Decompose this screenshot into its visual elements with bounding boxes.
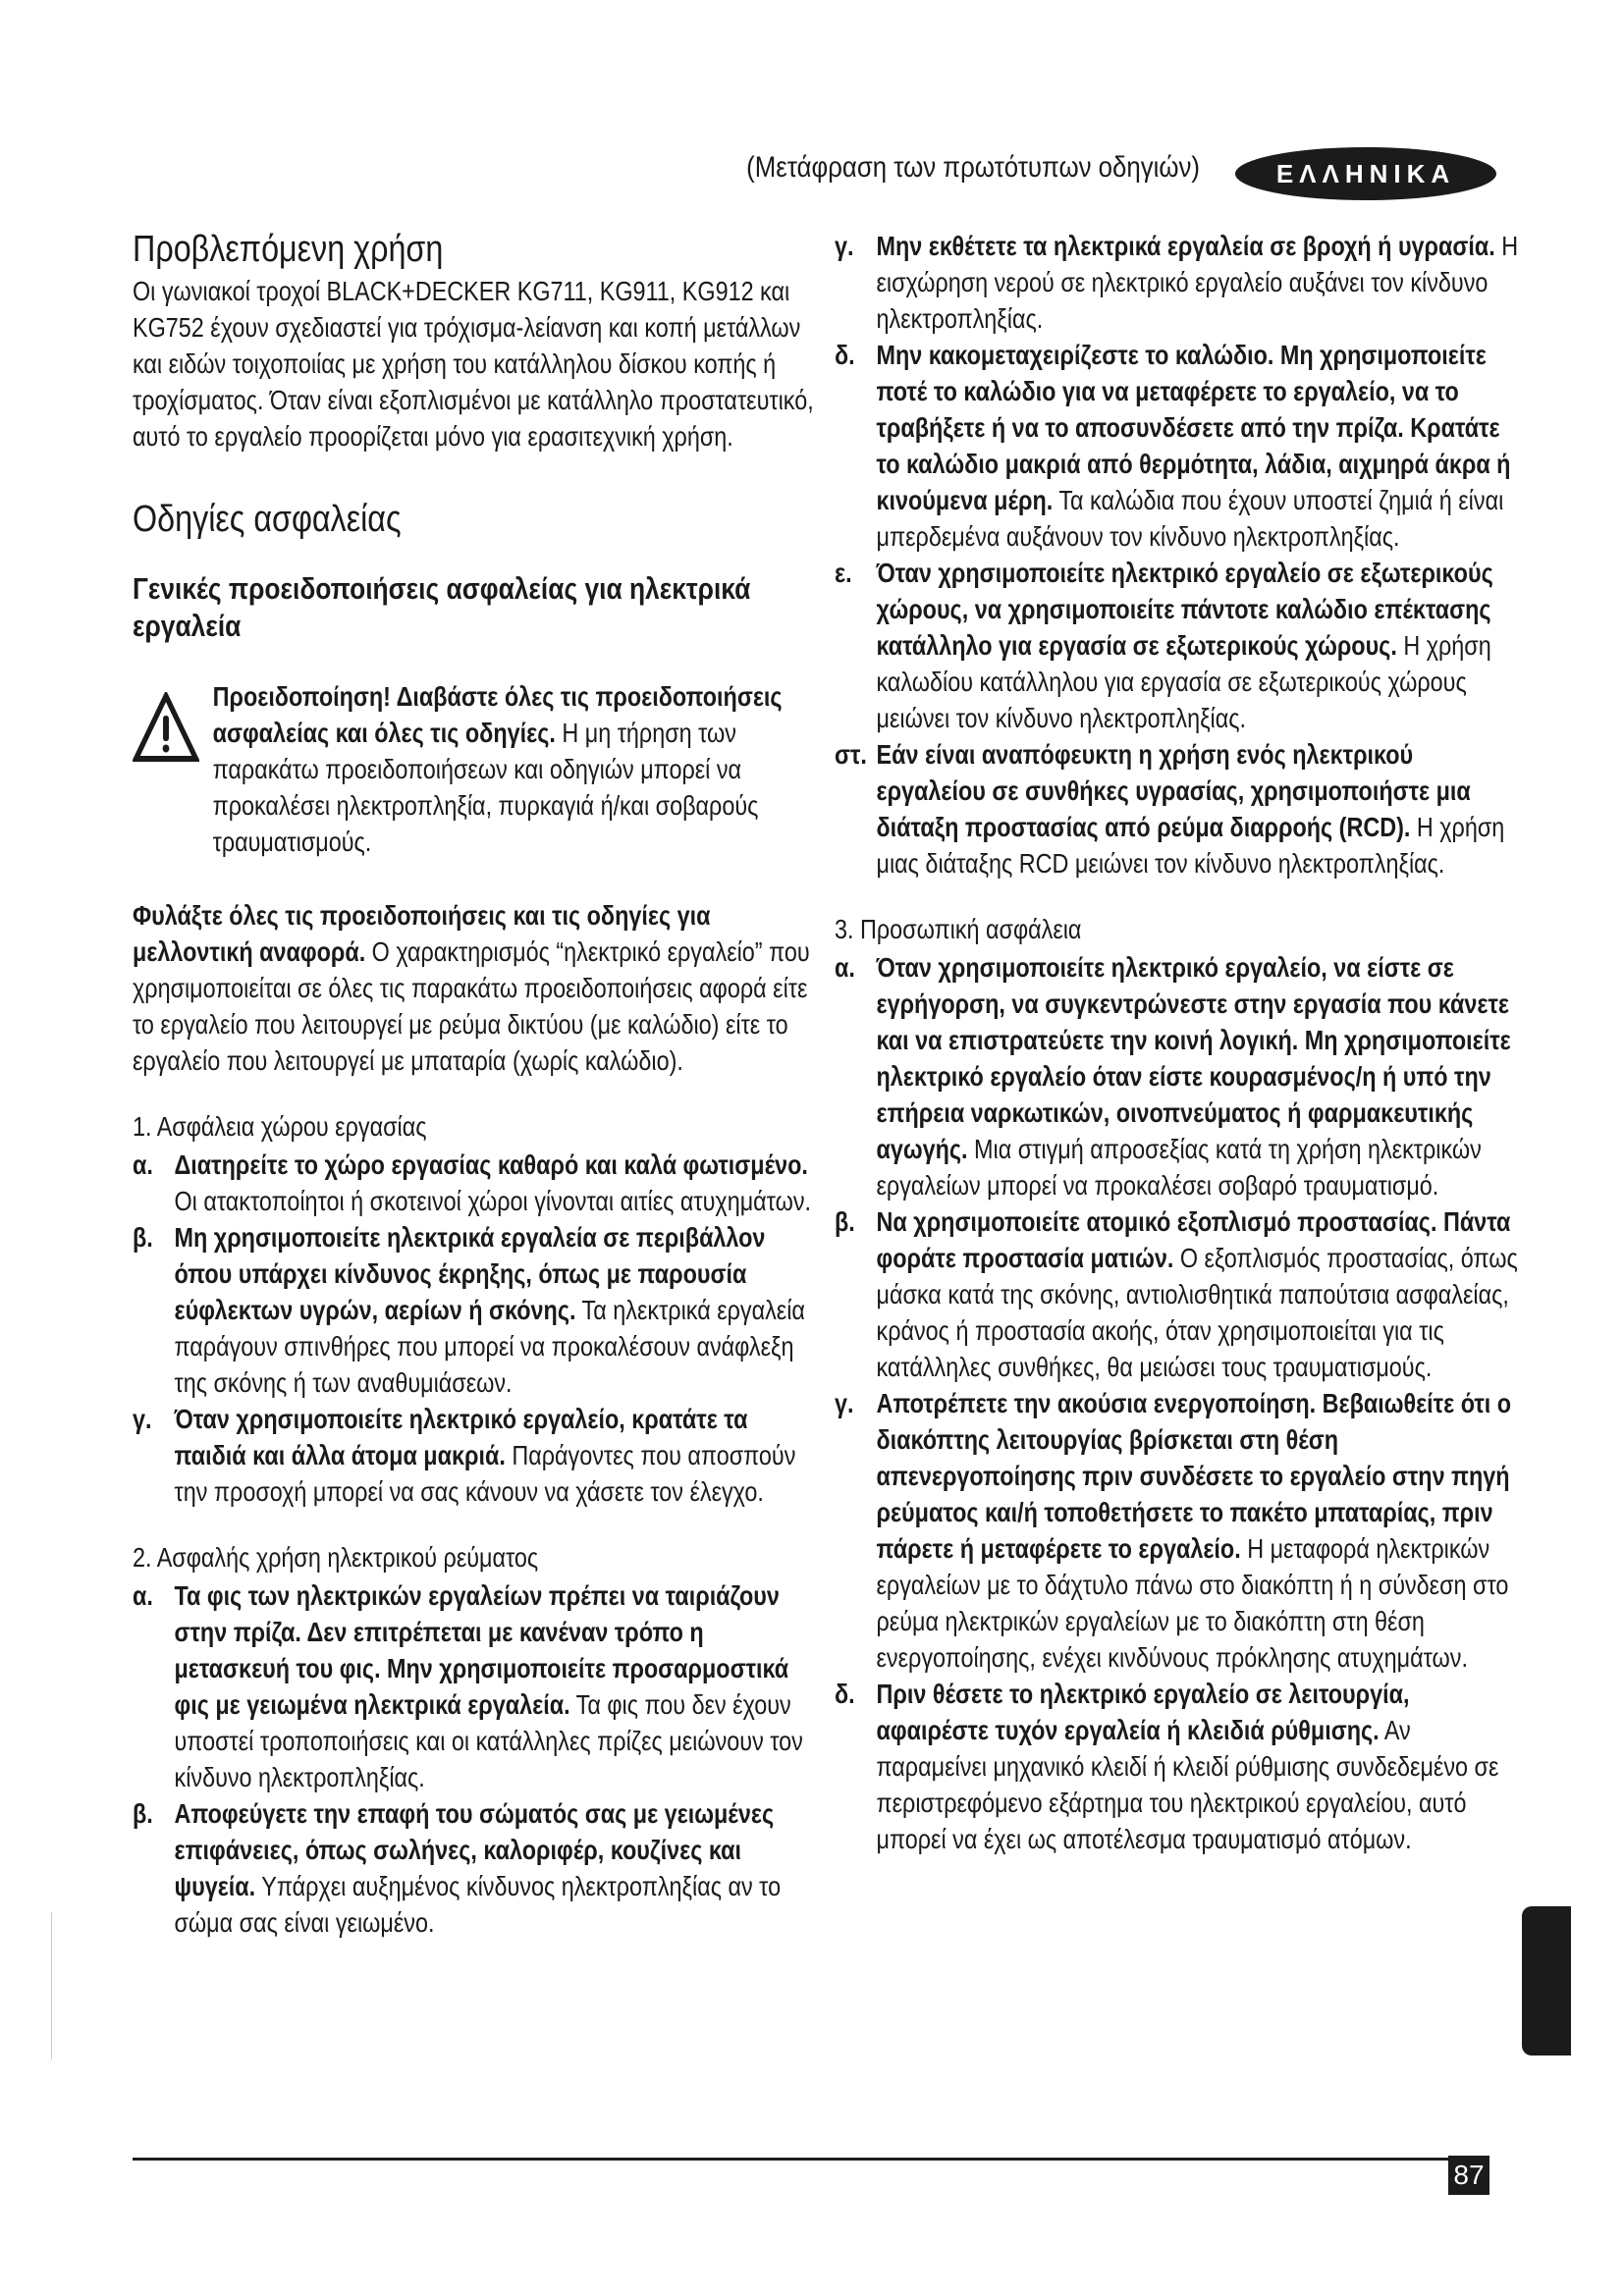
- bold-lead-text: Τα φις των ηλεκτρικών εργαλείων πρέπει να ταιριάζουν στην πρίζα. Δεν επιτρέπεται με κανέναν τρόπο η μετασκευή του φις. Μην χρησιμοποιείτε προσαρμοστικά φις με γειωμένα ηλεκτρικά εργαλεία.: [174, 1580, 789, 1720]
- numbered-section-heading: 3. Προσωπική ασφάλεια: [835, 914, 1082, 944]
- list-item-text: [175, 1401, 818, 1510]
- bold-lead-text: Μην κακομεταχειρίζεστε το καλώδιο. Μη χρησιμοποιείτε ποτέ το καλώδιο για να μεταφέρετε το εργαλείο, να το τραβήξετε ή να το αποσυνδέσετε από την πρίζα. Κρατάτε το καλώδιο μακριά από θερμότητα, λάδια, αιχμηρά άκρα ή κινούμενα μέρη.: [876, 340, 1511, 515]
- bold-lead-text: Διατηρείτε το χώρο εργασίας καθαρό και καλά φωτισμένο.: [174, 1149, 808, 1180]
- bold-lead-text: Μη χρησιμοποιείτε ηλεκτρικά εργαλεία σε περιβάλλον όπου υπάρχει κίνδυνος έκρηξης, όπως με παρουσία εύφλεκτων υγρών, αερίων ή σκόνης.: [174, 1222, 766, 1325]
- document-subtitle: (Μετάφραση των πρωτότυπων οδηγιών): [746, 151, 1200, 184]
- bold-lead-text: Αποτρέπετε την ακούσια ενεργοποίηση. Βεβαιωθείτε ότι ο διακόπτης λειτουργίας βρίσκεται στη θέση απενεργοποίησης πριν συνδέσετε το εργαλείο στην πηγή ρεύματος και/ή τοποθετήσετε το πακέτο μπαταρίας, πριν πάρετε ή μεταφέρετε το εργαλείο.: [876, 1388, 1512, 1564]
- list-item-label: γ.: [835, 1388, 854, 1418]
- body-text: Οι γωνιακοί τροχοί BLACK+DECKER KG711, KG911, KG912 και KG752 έχουν σχεδιαστεί για τρόχισμα-λείανση και κοπή μετάλλων και ειδών τοιχοποιίας με χρήση του κατάλληλου δίσκου κοπής ή τροχίσματος. Όταν είναι εξοπλισμένοι με κατάλληλο προστατευτικό, αυτό το εργαλείο προορίζεται μόνο για ερασιτεχνική χρήση.: [133, 276, 814, 452]
- numbered-section-heading: 1. Ασφάλεια χώρου εργασίας: [133, 1111, 427, 1142]
- body-text: Υπάρχει αυξημένος κίνδυνος ηλεκτροπληξίας αν το σώμα σας είναι γειωμένο.: [174, 1871, 782, 1938]
- list-item: [835, 1676, 1519, 1857]
- body-text: Μια στιγμή απροσεξίας κατά τη χρήση ηλεκτρικών εργαλείων μπορεί να προκαλέσει σοβαρό τραυματισμό.: [876, 1134, 1482, 1201]
- list-item-label: ε.: [835, 558, 852, 588]
- list-item: [133, 1577, 817, 1795]
- body-text: Η εισχώρηση νερού σε ηλεκτρικό εργαλείο αυξάνει τον κίνδυνο ηλεκτροπληξίας.: [876, 231, 1519, 334]
- list-item-label: α.: [835, 952, 855, 983]
- list-item-text: [175, 1147, 818, 1219]
- section-thumb-tab: [1522, 1906, 1571, 2056]
- warning-block: [133, 678, 817, 860]
- bold-lead-text: Προειδοποίηση! Διαβάστε όλες τις προειδοποιήσεις ασφαλείας και όλες τις οδηγίες.: [212, 681, 783, 748]
- bold-lead-text: Φυλάξτε όλες τις προειδοποιήσεις και τις οδηγίες για μελλοντική αναφορά.: [133, 900, 711, 967]
- list-item-label: β.: [133, 1222, 153, 1253]
- list-item: [133, 1219, 817, 1401]
- body-text: Η χρήση καλωδίου κατάλληλου για εργασία σε εξωτερικούς χώρους μειώνει τον κίνδυνο ηλεκτροπληξίας.: [876, 630, 1491, 733]
- list-item-label: β.: [133, 1798, 153, 1829]
- list-item-label: δ.: [835, 340, 855, 370]
- body-text: Αν παραμείνει μηχανικό κλειδί ή κλειδί ρύθμισης συνδεδεμένο σε περιστρεφόμενο εξάρτημα του ηλεκτρικού εργαλείου, αυτό μπορεί να έχει ως αποτέλεσμα τραυματισμό ατόμων.: [876, 1715, 1499, 1854]
- body-text: Ο χαρακτηρισμός “ηλεκτρικό εργαλείο” που χρησιμοποιείται σε όλες τις παρακάτω προειδοποιήσεις αφορά είτε το εργαλείο που λειτουργεί με ρεύμα δικτύου (με καλώδιο) είτε το εργαλείο που λειτουργεί με μπαταρία (χωρίς καλώδιο).: [133, 936, 810, 1076]
- body-text: Ο εξοπλισμός προστασίας, όπως μάσκα κατά της σκόνης, αντιολισθητικά παπούτσια ασφαλείας, κράνος ή προστασία ακοής, όταν χρησιμοποιείται για τις κατάλληλες συνθήκες, θα μειώσει τους τραυματισμούς.: [876, 1243, 1518, 1382]
- list-item: [133, 1147, 817, 1219]
- page-number: 87: [1448, 2156, 1489, 2195]
- body-text: Οι ατακτοποίητοι ή σκοτεινοί χώροι γίνονται αιτίες ατυχημάτων.: [174, 1186, 812, 1216]
- list-item-label: α.: [133, 1149, 153, 1180]
- list-item-text: [175, 1219, 818, 1401]
- body-text: Τα φις που δεν έχουν υποστεί τροποποιήσεις και οι κατάλληλες πρίζες μειώνουν τον κίνδυνο ηλεκτροπληξίας.: [174, 1689, 803, 1792]
- footer-rule: [133, 2158, 1448, 2161]
- numbered-section-heading: 2. Ασφαλής χρήση ηλεκτρικού ρεύματος: [133, 1542, 539, 1573]
- bold-lead-text: Να χρησιμοποιείτε ατομικό εξοπλισμό προστασίας. Πάντα φοράτε προστασία ματιών.: [876, 1206, 1511, 1273]
- language-badge: ΕΛΛΗΝΙΚΑ: [1235, 147, 1496, 200]
- list-item: [133, 1401, 817, 1510]
- list-item-text: [877, 555, 1520, 736]
- warning-text: [213, 678, 817, 860]
- body-text: Τα καλώδια που έχουν υποστεί ζημιά ή είναι μπερδεμένα αυξάνουν τον κίνδυνο ηλεκτροπληξίας.: [876, 485, 1504, 552]
- section-heading: Προβλεπόμενη χρήση: [133, 229, 444, 270]
- bold-lead-text: Όταν χρησιμοποιείτε ηλεκτρικό εργαλείο, κρατάτε τα παιδιά και άλλα άτομα μακριά.: [174, 1404, 748, 1470]
- body-text: Η μη τήρηση των παρακάτω προειδοποιήσεων και οδηγιών μπορεί να προκαλέσει ηλεκτροπληξία, πυρκαγιά ή/και σοβαρούς τραυματισμούς.: [212, 718, 759, 857]
- list-item: [835, 228, 1519, 337]
- left-column: [133, 228, 817, 1941]
- list-item-text: [175, 1577, 818, 1795]
- margin-rule: [51, 1912, 52, 2059]
- list-item: [133, 1795, 817, 1941]
- body-text: Τα ηλεκτρικά εργαλεία παράγουν σπινθήρες που μπορεί να προκαλέσουν ανάφλεξη της σκόνης ή των αναθυμιάσεων.: [174, 1295, 805, 1398]
- list-item-text: [877, 949, 1520, 1203]
- body-text: Η μεταφορά ηλεκτρικών εργαλείων με το δάχτυλο πάνω στο διακόπτη ή η σύνδεση στο ρεύμα ηλεκτρικών εργαλείων με το διακόπτη στη θέση ενεργοποίησης, ενέχει κινδύνους πρόκλησης ατυχημάτων.: [876, 1533, 1509, 1673]
- list-item-text: [175, 1795, 818, 1941]
- list-item: [835, 736, 1519, 881]
- right-column: [835, 228, 1519, 1857]
- paragraph: [133, 273, 817, 454]
- list-item-label: δ.: [835, 1679, 855, 1709]
- list-item-text: [877, 736, 1520, 881]
- list-item: [835, 949, 1519, 1203]
- warning-triangle-icon: [133, 678, 213, 860]
- list-item-label: γ.: [133, 1404, 152, 1434]
- list-item-label: β.: [835, 1206, 855, 1237]
- list-item-label: γ.: [835, 231, 854, 261]
- list-item-text: [877, 1385, 1520, 1676]
- bold-lead-text: Μην εκθέτετε τα ηλεκτρικά εργαλεία σε βροχή ή υγρασία.: [876, 231, 1495, 261]
- list-item: [835, 1385, 1519, 1676]
- list-item-text: [877, 337, 1520, 555]
- bold-lead-text: Πριν θέσετε το ηλεκτρικό εργαλείο σε λειτουργία, αφαιρέστε τυχόν εργαλεία ή κλειδιά ρύθμισης.: [876, 1679, 1410, 1745]
- bold-lead-text: Όταν χρησιμοποιείτε ηλεκτρικό εργαλείο, να είστε σε εγρήγορση, να συγκεντρώνεστε στην εργασία που κάνετε και να επιστρατεύετε την κοινή λογική. Μη χρησιμοποιείτε ηλεκτρικό εργαλείο όταν είστε κουρασμένος/η ή υπό την επήρεια ναρκωτικών, οινοπνεύματος ή φαρμακευτικής αγωγής.: [876, 952, 1511, 1164]
- list-item: [835, 555, 1519, 736]
- body-text: Παράγοντες που αποσπούν την προσοχή μπορεί να σας κάνουν να χάσετε τον έλεγχο.: [174, 1440, 796, 1507]
- list-item-text: [877, 1203, 1520, 1385]
- list-item-label: α.: [133, 1580, 153, 1611]
- paragraph: [133, 897, 817, 1079]
- body-text: Η χρήση μιας διάταξης RCD μειώνει τον κίνδυνο ηλεκτροπληξίας.: [876, 812, 1505, 879]
- list-item: [835, 337, 1519, 555]
- list-item-label: στ.: [835, 739, 867, 770]
- list-item-text: [877, 1676, 1520, 1857]
- list-item-text: [877, 228, 1520, 337]
- bold-lead-text: Όταν χρησιμοποιείτε ηλεκτρικό εργαλείο σε εξωτερικούς χώρους, να χρησιμοποιείτε πάντοτε καλώδιο επέκτασης κατάλληλο για εργασία σε εξωτερικούς χώρους.: [876, 558, 1493, 661]
- bold-lead-text: Εάν είναι αναπόφευκτη η χρήση ενός ηλεκτρικού εργαλείου σε συνθήκες υγρασίας, χρησιμοποιήστε μια διάταξη προστασίας από ρεύμα διαρροής (RCD).: [876, 739, 1471, 842]
- bold-lead-text: Αποφεύγετε την επαφή του σώματός σας με γειωμένες επιφάνειες, όπως σωλήνες, καλοριφέρ, κουζίνες και ψυγεία.: [174, 1798, 775, 1901]
- subsection-heading: Γενικές προειδοποιήσεις ασφαλείας για ηλεκτρικά εργαλεία: [133, 571, 751, 643]
- section-heading: Οδηγίες ασφαλείας: [133, 499, 402, 540]
- list-item: [835, 1203, 1519, 1385]
